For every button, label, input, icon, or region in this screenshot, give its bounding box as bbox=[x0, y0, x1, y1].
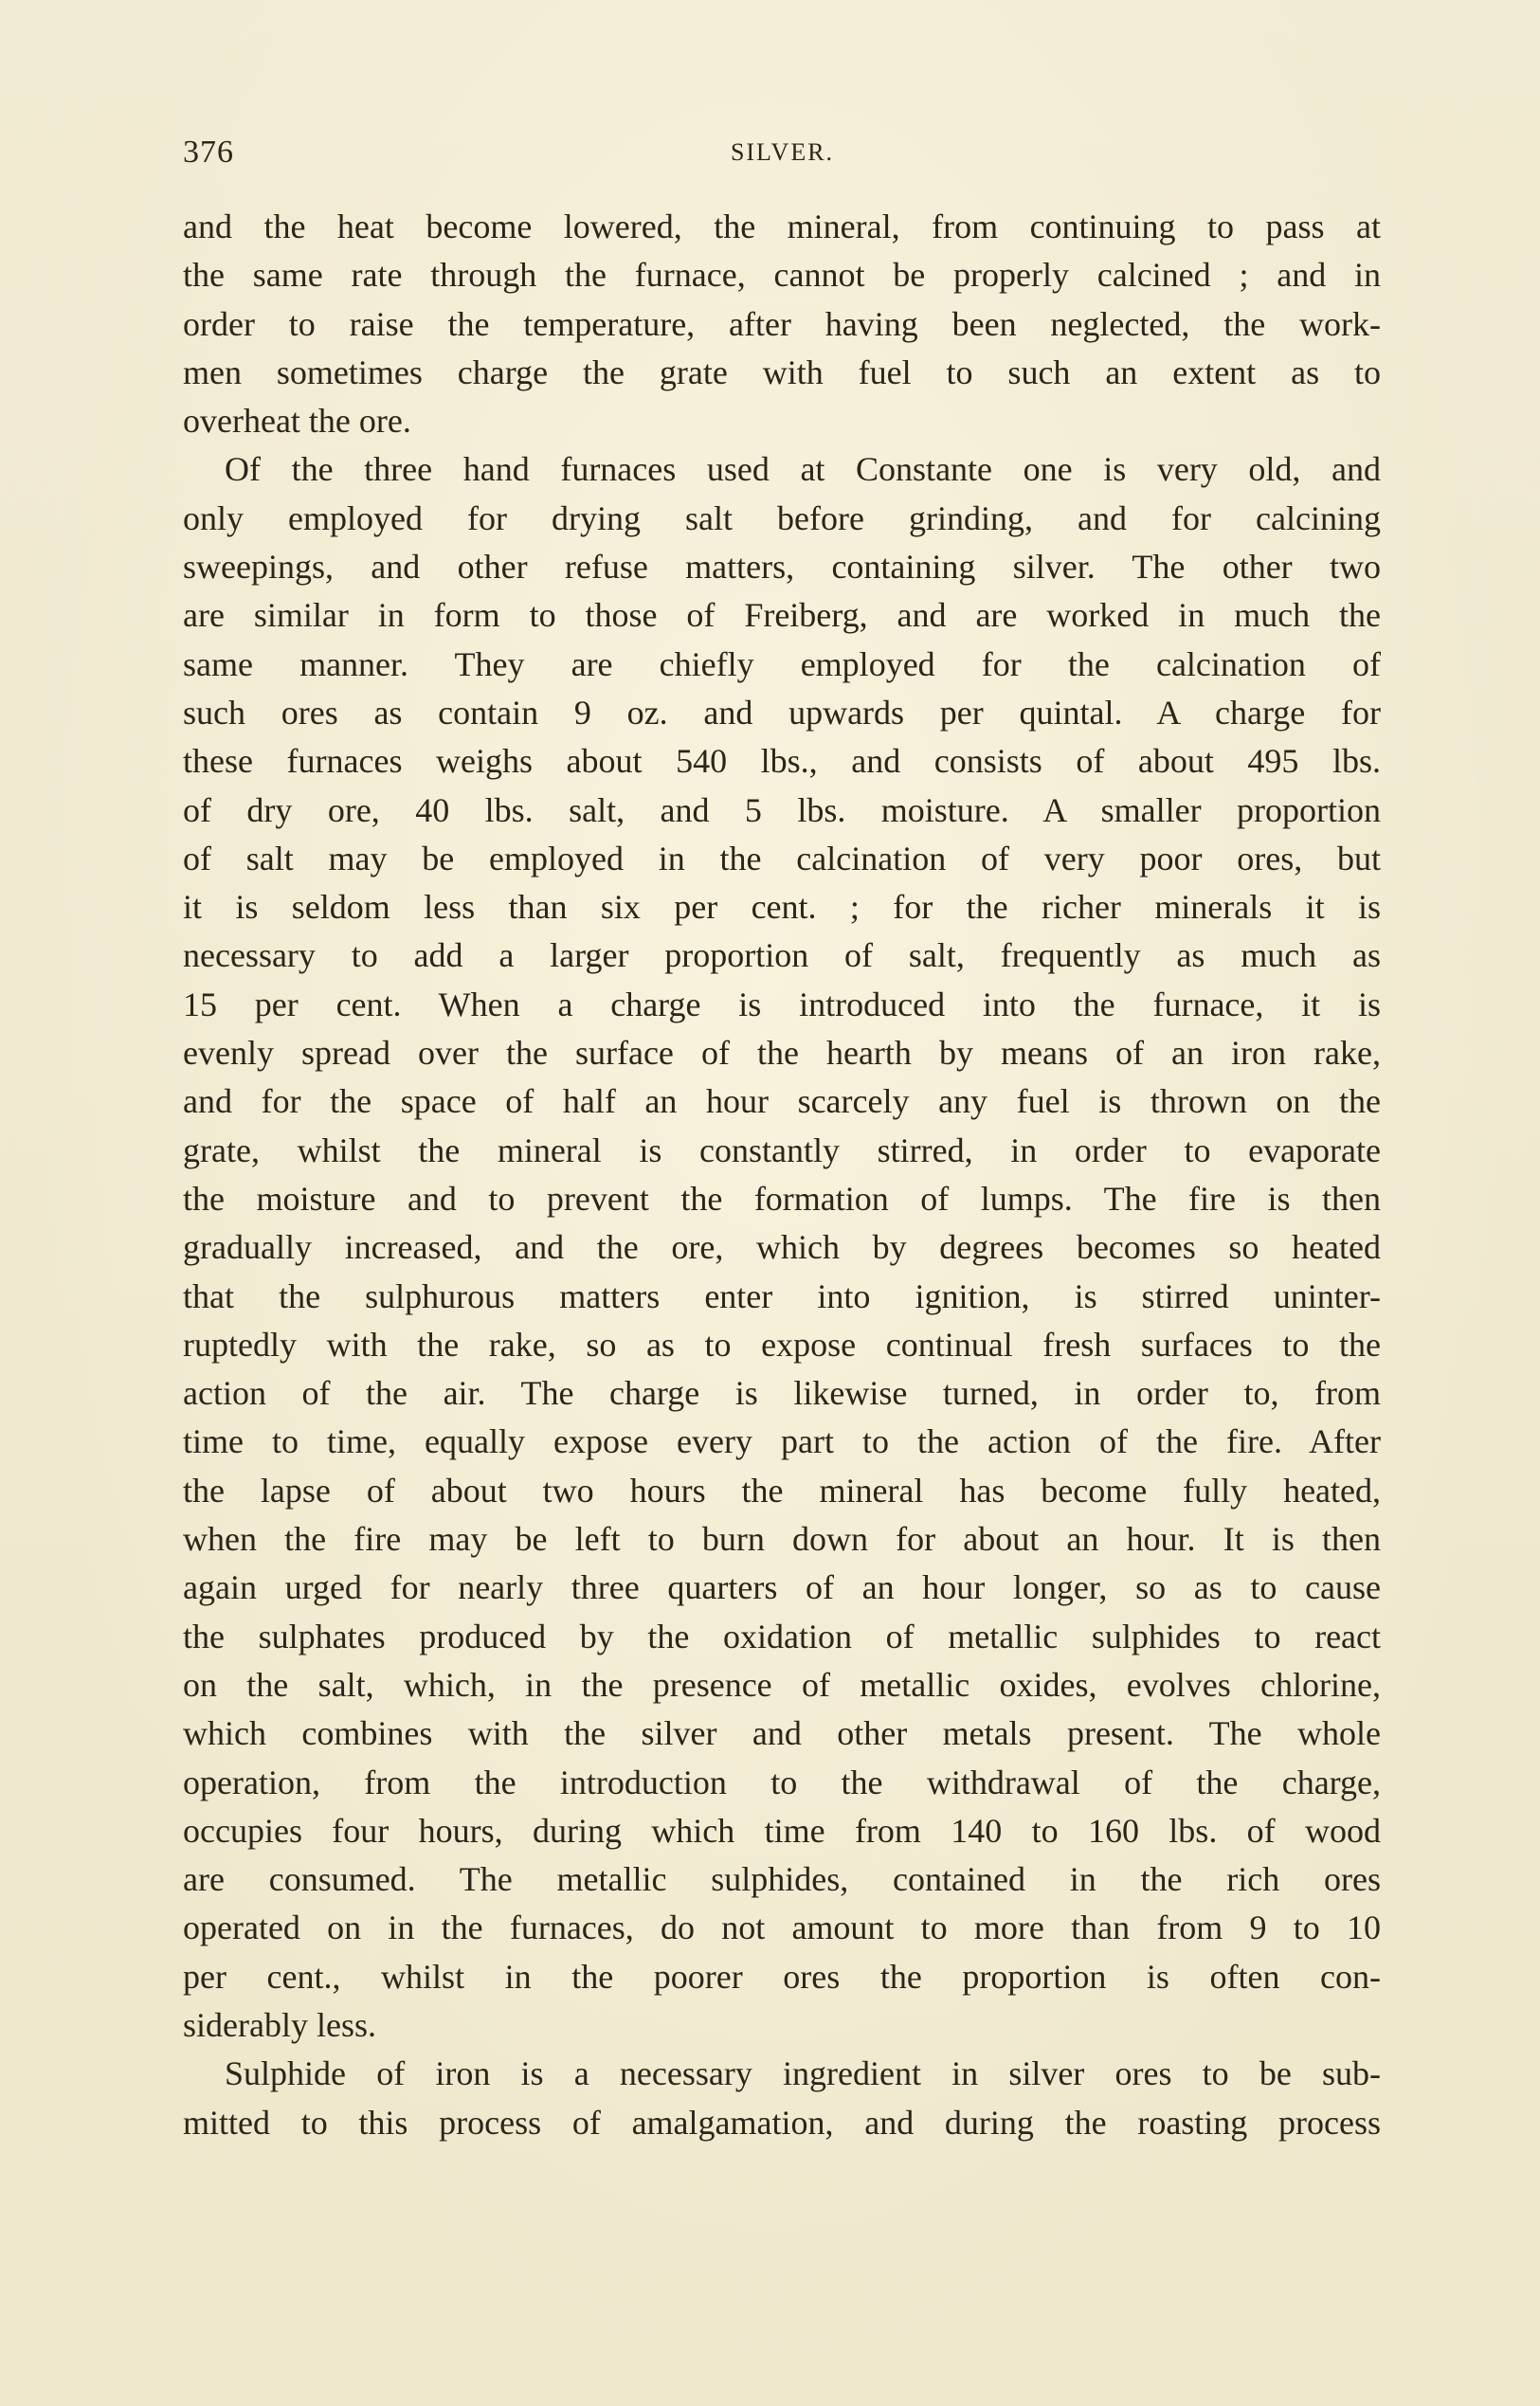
text-line: again urged for nearly three quarters of an hour longer, so as to cause bbox=[183, 1568, 1381, 1607]
text-line: and for the space of half an hour scarcely any fuel is thrown on the bbox=[183, 1082, 1381, 1121]
text-line: the lapse of about two hours the mineral has become fully heated, bbox=[183, 1471, 1381, 1510]
text-line: operated on in the furnaces, do not amount to more than from 9 to 10 bbox=[183, 1909, 1381, 1947]
text-line: time to time, equally expose every part to the action of the fire. After bbox=[183, 1422, 1381, 1461]
text-line: the sulphates produced by the oxidation of metallic sulphides to react bbox=[183, 1617, 1381, 1655]
text-line: these furnaces weighs about 540 lbs., and consists of about 495 lbs. bbox=[183, 742, 1381, 781]
body-text bbox=[183, 203, 1381, 2147]
page-number: 376 bbox=[183, 135, 234, 170]
text-line: that the sulphurous matters enter into ignition, is stirred uninter- bbox=[183, 1276, 1381, 1315]
text-line: overheat the ore. bbox=[183, 402, 411, 441]
text-line: 15 per cent. When a charge is introduced into the furnace, it is bbox=[183, 985, 1381, 1023]
text-line: the moisture and to prevent the formation of lumps. The fire is then bbox=[183, 1179, 1381, 1218]
text-line: occupies four hours, during which time from 140 to 160 lbs. of wood bbox=[183, 1811, 1381, 1850]
text-line: necessary to add a larger proportion of salt, frequently as much as bbox=[183, 936, 1381, 975]
text-line: gradually increased, and the ore, which by degrees becomes so heated bbox=[183, 1228, 1381, 1267]
text-line: are similar in form to those of Freiberg, and are worked in much the bbox=[183, 596, 1381, 635]
text-line: when the fire may be left to burn down for about an hour. It is then bbox=[183, 1520, 1381, 1559]
text-line: of salt may be employed in the calcination of very poor ores, but bbox=[183, 839, 1381, 877]
text-line: it is seldom less than six per cent. ; for the richer minerals it is bbox=[183, 888, 1381, 927]
text-line: such ores as contain 9 oz. and upwards per quintal. A charge for bbox=[183, 693, 1381, 732]
text-line: operation, from the introduction to the withdrawal of the charge, bbox=[183, 1763, 1381, 1801]
text-line: ruptedly with the rake, so as to expose continual fresh surfaces to the bbox=[183, 1325, 1381, 1364]
text-line: and the heat become lowered, the mineral, from continuing to pass at bbox=[183, 208, 1381, 245]
text-line: per cent., whilst in the poorer ores the proportion is often con- bbox=[183, 1957, 1381, 1996]
text-line: are consumed. The metallic sulphides, contained in the rich ores bbox=[183, 1860, 1381, 1899]
text-line: action of the air. The charge is likewise turned, in order to, from bbox=[183, 1374, 1381, 1413]
text-line: which combines with the silver and other metals present. The whole bbox=[183, 1714, 1381, 1753]
text-line: same manner. They are chiefly employed for the calcination of bbox=[183, 644, 1381, 683]
text-line: grate, whilst the mineral is constantly stirred, in order to evaporate bbox=[183, 1131, 1381, 1169]
text-line: sweepings, and other refuse matters, containing silver. The other two bbox=[183, 548, 1381, 587]
text-line: evenly spread over the surface of the hearth by means of an iron rake, bbox=[183, 1034, 1381, 1073]
running-head bbox=[183, 135, 1382, 172]
text-line: only employed for drying salt before grinding, and for calcining bbox=[183, 498, 1381, 537]
text-line: on the salt, which, in the presence of metallic oxides, evolves chlorine, bbox=[183, 1665, 1381, 1704]
paragraph-start-line: Sulphide of iron is a necessary ingredient in silver ores to be sub- bbox=[225, 2054, 1381, 2093]
text-line: order to raise the temperature, after having been neglected, the work- bbox=[183, 304, 1381, 343]
text-line: siderably less. bbox=[183, 2005, 376, 2044]
text-line: the same rate through the furnace, cannot be properly calcined ; and in bbox=[183, 256, 1381, 295]
text-line: mitted to this process of amalgamation, and during the roasting process bbox=[183, 2103, 1381, 2142]
text-line: of dry ore, 40 lbs. salt, and 5 lbs. moisture. A smaller proportion bbox=[183, 790, 1381, 829]
text-line: men sometimes charge the grate with fuel to such an extent as to bbox=[183, 353, 1381, 391]
paragraph-start-line: Of the three hand furnaces used at Constante one is very old, and bbox=[225, 450, 1381, 489]
running-title: SILVER. bbox=[730, 138, 835, 166]
